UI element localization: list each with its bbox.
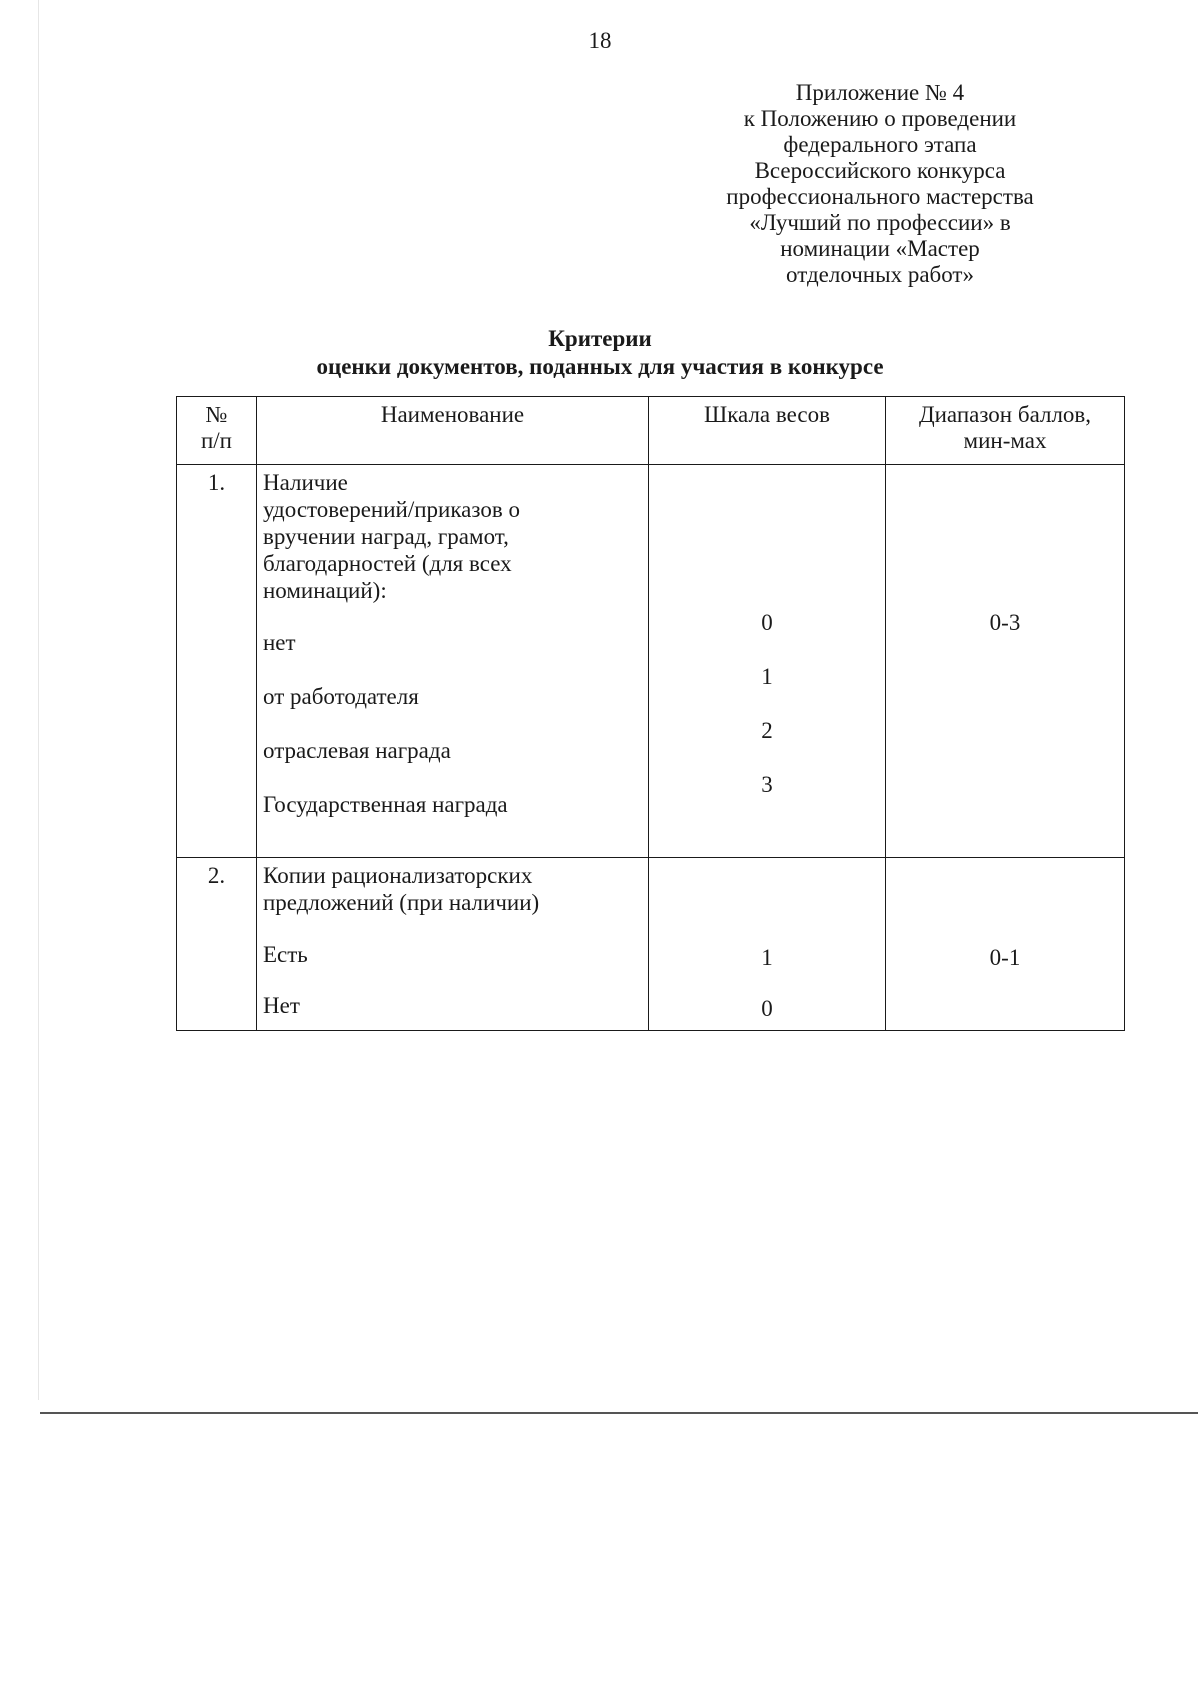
document-title: [0, 325, 1200, 381]
appendix-line: «Лучший по профессии» в: [749, 210, 1011, 235]
criterion-text: вручении наград, грамот,: [263, 524, 509, 549]
criterion-text: номинаций):: [263, 578, 387, 603]
criteria-table: [176, 396, 1125, 1031]
weight-value: 1: [761, 945, 773, 970]
criterion-text: благодарностей (для всех: [263, 551, 512, 576]
option-label: нет: [263, 630, 296, 655]
appendix-line: Всероссийского конкурса: [754, 158, 1006, 183]
appendix-line: номинации «Мастер: [780, 236, 980, 261]
criterion-text: Наличие: [263, 470, 348, 495]
appendix-line: федерального этапа: [783, 132, 977, 157]
option-label: Нет: [263, 993, 300, 1018]
page-number: 18: [588, 28, 612, 53]
option-label: отраслевая награда: [263, 738, 451, 763]
row-weights: [649, 465, 886, 858]
header-range-line: Диапазон баллов,: [918, 402, 1092, 427]
row-name: [257, 858, 649, 1031]
page-margin-line: [38, 0, 39, 1400]
row-range: [886, 858, 1125, 1031]
table-header-row: [177, 397, 1125, 465]
row-range: [886, 465, 1125, 858]
appendix-line: Приложение № 4: [795, 80, 965, 105]
header-num-line: п/п: [200, 428, 232, 453]
row-weights: [649, 858, 886, 1031]
appendix-note: [690, 80, 1070, 288]
subtitle-line: оценки документов, поданных для участия в конкурсе: [316, 354, 884, 379]
option-label: Государственная награда: [263, 792, 508, 817]
row-number: 2.: [177, 858, 257, 1031]
header-weight: [649, 397, 886, 465]
row-number: 1.: [177, 465, 257, 858]
header-name-label: Наименование: [380, 402, 525, 427]
row-name: [257, 465, 649, 858]
header-range-line: мин-мах: [963, 428, 1047, 453]
option-label: Есть: [263, 942, 308, 967]
weight-value: 2: [761, 718, 773, 743]
appendix-line: к Положению о проведении: [743, 106, 1017, 131]
title-line: Критерии: [548, 326, 652, 351]
range-value: 0-3: [989, 610, 1021, 635]
criterion-text: Копии рационализаторских: [263, 863, 533, 888]
appendix-line: отделочных работ»: [786, 262, 974, 287]
table-row: [177, 465, 1125, 858]
criterion-text: удостоверений/приказов о: [263, 497, 520, 522]
table-row: [177, 858, 1125, 1031]
header-weight-label: Шкала весов: [704, 402, 830, 427]
option-label: от работодателя: [263, 684, 419, 709]
weight-value: 0: [761, 996, 773, 1021]
weight-value: 3: [761, 772, 773, 797]
appendix-line: профессионального мастерства: [726, 184, 1034, 209]
header-range: [886, 397, 1125, 465]
weight-value: 0: [761, 610, 773, 635]
footer-rule: [40, 1412, 1198, 1414]
header-num: [177, 397, 257, 465]
header-name: [257, 397, 649, 465]
header-num-line: №: [205, 402, 228, 427]
range-value: 0-1: [989, 945, 1021, 970]
weight-value: 1: [761, 664, 773, 689]
criterion-text: предложений (при наличии): [263, 890, 540, 915]
